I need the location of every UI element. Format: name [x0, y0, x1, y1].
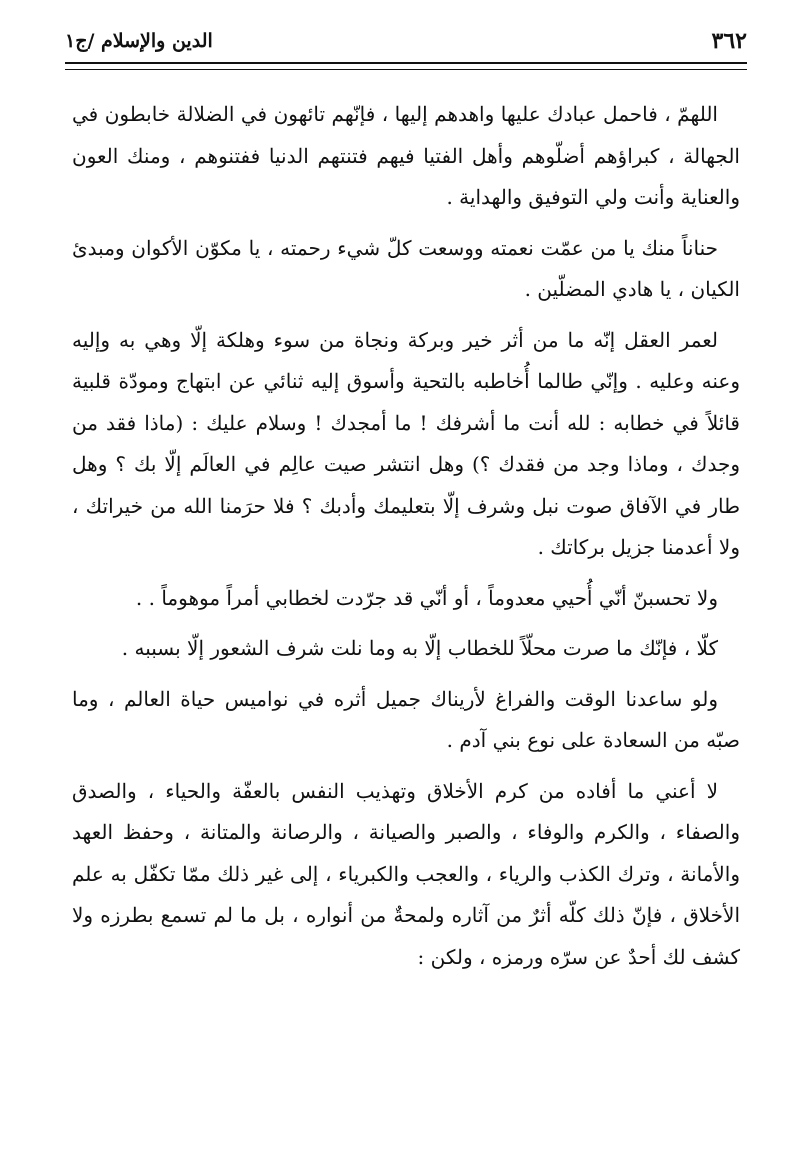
paragraph: ولا تحسبنّ أنّي أُحيي معدوماً ، أو أنّي قد جرّدت لخطابي أمراً موهوماً . .: [135, 585, 718, 610]
page-header: [65, 28, 747, 58]
running-title: الدين والإسلام /ج١: [65, 30, 213, 52]
header-rule: [65, 62, 747, 70]
paragraph: كلّا ، فإنّك ما صرت محلّاً للخطاب إلّا به وما نلت شرف الشعور إلّا بسببه .: [121, 636, 718, 660]
body-text: [72, 94, 740, 987]
paragraph: لعمر العقل إنّه ما من أثر خير وبركة ونجاة من سوء وهلكة إلّا وهي به وإليه وعنه وعليه . وإنّي طالما أُخاطبه بالتحية وأسوق إليه ثنائي عن ابتهاج ومودّة قلبية قائلاً في خطابه : لله أنت ما أشرفك ! ما أمجدك ! وسلام عليك : (ماذا فقد من وجدك ، وماذا وجد من فقدك ؟) وهل انتشر صيت عالِم في العالَم إلّا بك ؟ وهل طار في الآفاق صوت نبل وشرف إلّا بتعليمك وأدبك ؟ فلا حرَمنا الله من خيراتك ، ولا أعدمنا جزيل بركاتك .: [72, 327, 740, 559]
paragraph: لا أعني ما أفاده من كرم الأخلاق وتهذيب النفس بالعفّة والحياء ، والصدق والصفاء ، والكرم والوفاء ، والصبر والصيانة ، والرصانة والمتانة ، وحفظ العهد والأمانة ، وترك الكذب والرياء ، والعجب والكبرياء ، إلى غير ذلك ممّا تكفّل به علم الأخلاق ، فإنّ ذلك كلّه أثرٌ من آثاره ولمحةٌ من أنواره ، بل ما لم تسمع بطرزه ولا كشف لك أحدٌ عن سرّه ورمزه ، ولكن :: [72, 778, 740, 969]
page-number: ٣٦٢: [711, 28, 747, 54]
paragraph: ولو ساعدنا الوقت والفراغ لأريناك جميل أثره في نواميس حياة العالم ، وما صبّه من السعادة على نوع بني آدم .: [72, 686, 740, 752]
paragraph: حناناً منك يا من عمّت نعمته ووسعت كلّ شيء رحمته ، يا مكوّن الأكوان ومبدئ الكيان ، يا هادي المضلّين .: [72, 235, 740, 301]
paragraph: اللهمّ ، فاحمل عبادك عليها واهدهم إليها ، فإنّهم تائهون في الضلالة خابطون في الجهالة ، كبراؤهم أضلّوهم وأهل الفتيا فيهم فتنتهم الدنيا ففتنوهم ، ومنك العون والعناية وأنت ولي التوفيق والهداية .: [72, 102, 740, 209]
